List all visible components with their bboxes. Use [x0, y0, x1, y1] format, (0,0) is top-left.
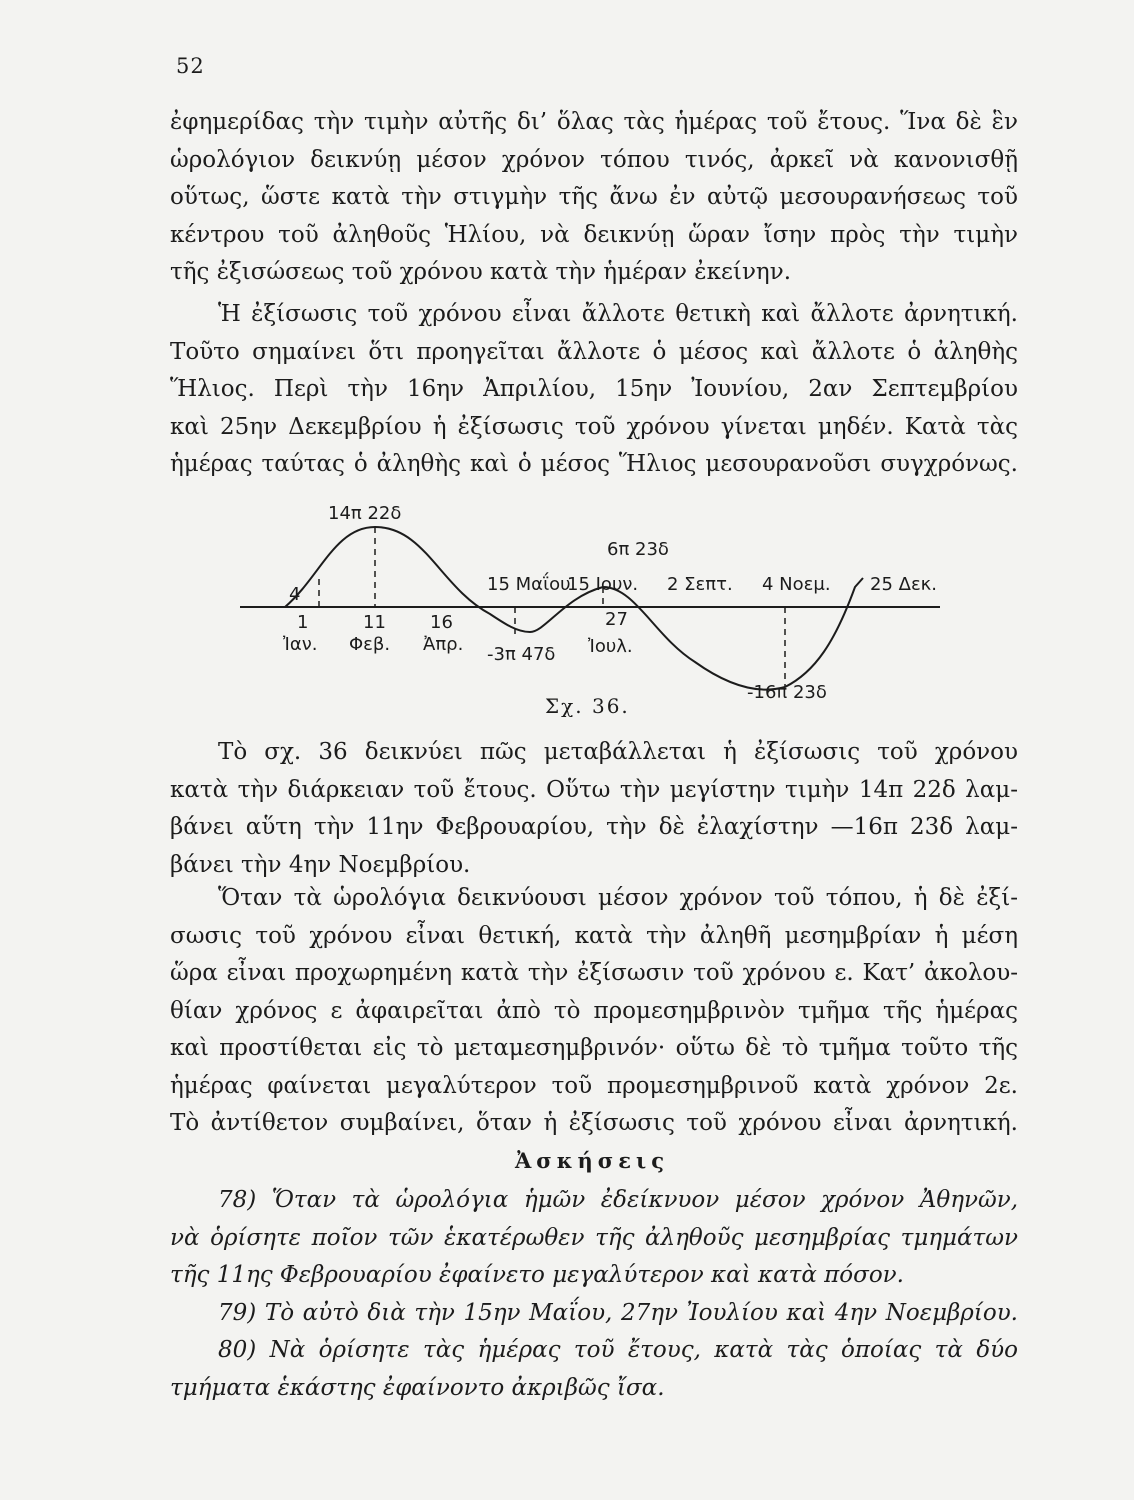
text-line: ὥρα εἶναι προχωρημένη κατὰ τὴν ἐξίσωσιν τοῦ χρόνου ε. Κατ’ ἀκολου- [170, 960, 1018, 986]
label-nov: 4 Νοεμ. [762, 574, 831, 595]
paragraph-3 [170, 734, 1018, 884]
exercises-list [170, 1182, 1018, 1407]
label-local-max: 6π 23δ [607, 539, 669, 560]
paragraph-2 [170, 296, 1018, 484]
tick-jul: 27 [605, 609, 628, 630]
text-line: Ὅταν τὰ ὡρολόγια δεικνύουσι μέσον χρόνον τοῦ τόπου, ἡ δὲ ἐξί- [218, 885, 1018, 911]
text-line: ἡμέρας ταύτας ὁ ἀληθὴς καὶ ὁ μέσος Ἥλιος μεσουρανοῦσι συγχρόνως. [170, 451, 1018, 477]
text-line: Τὸ σχ. 36 δεικνύει πῶς μεταβάλλεται ἡ ἐξίσωσις τοῦ χρόνου [218, 739, 1018, 765]
label-zero-dec: 25 Δεκ. [870, 574, 937, 595]
figure-svg [225, 492, 945, 702]
text-line: τῆς ἐξισώσεως τοῦ χρόνου κατὰ τὴν ἡμέραν ἐκείνην. [170, 259, 791, 285]
figure-caption: Σχ. 36. [545, 694, 630, 718]
text-line: σωσις τοῦ χρόνου εἶναι θετική, κατὰ τὴν ἀληθῆ μεσημβρίαν ἡ μέση [170, 922, 1018, 949]
text-line: Τὸ ἀντίθετον συμβαίνει, ὅταν ἡ ἐξίσωσις τοῦ χρόνου εἶναι ἀρνητική. [170, 1110, 1018, 1136]
text-line: κέντρου τοῦ ἀληθοῦς Ἡλίου, νὰ δεικνύῃ ὥραν ἴσην πρὸς τὴν τιμὴν [170, 221, 1018, 248]
text-line: βάνει τὴν 4ην Νοεμβρίου. [170, 851, 471, 878]
exercise-line: τῆς 11ης Φεβρουαρίου ἐφαίνετο μεγαλύτερον καὶ κατὰ πόσον. [170, 1262, 904, 1288]
text-line: καὶ 25ην Δεκεμβρίου ἡ ἐξίσωσις τοῦ χρόνου γίνεται μηδέν. Κατὰ τὰς [170, 413, 1018, 440]
text-line: θίαν χρόνος ε ἀφαιρεῖται ἀπὸ τὸ προμεσημβρινὸν τμῆμα τῆς ἡμέρας [170, 997, 1018, 1024]
label-max: 14π 22δ [328, 503, 402, 524]
label-origin-mark: 4 [289, 584, 301, 605]
text-line: Τοῦτο σημαίνει ὅτι προηγεῖται ἄλλοτε ὁ μέσος καὶ ἄλλοτε ὁ ἀληθὴς [170, 338, 1018, 365]
text-line: οὕτως, ὥστε κατὰ τὴν στιγμὴν τῆς ἄνω ἐν αὐτῷ μεσουρανήσεως τοῦ [170, 184, 1018, 210]
page-number: 52 [176, 54, 205, 78]
label-min: -16π 23δ [747, 682, 827, 703]
paragraph-1 [170, 104, 1018, 292]
text-line: ὡρολόγιον δεικνύῃ μέσον χρόνον τόπου τινός, ἀρκεῖ νὰ κανονισθῇ [170, 146, 1018, 173]
label-min-local: -3π 47δ [487, 644, 556, 665]
exercises-heading: Ἀσκήσεις [515, 1148, 669, 1173]
text-line: Ἡ ἐξίσωσις τοῦ χρόνου εἶναι ἄλλοτε θετικὴ καὶ ἄλλοτε ἀρνητική. [218, 301, 1018, 327]
text-line: ἐφημερίδας τὴν τιμὴν αὐτῆς δι’ ὅλας τὰς ἡμέρας τοῦ ἔτους. Ἵνα δὲ ἓν [170, 109, 1018, 135]
tick-jan: 1 [297, 612, 309, 633]
exercise-line: νὰ ὁρίσητε ποῖον τῶν ἑκατέρωθεν τῆς ἀληθοῦς μεσημβρίας τμημάτων [170, 1224, 1018, 1251]
exercise-line: 78) Ὅταν τὰ ὡρολόγια ἡμῶν ἐδείκνυον μέσον χρόνον Ἀθηνῶν, [218, 1187, 1018, 1213]
tick-feb-name: Φεβ. [349, 634, 391, 655]
text-line: ἡμέρας φαίνεται μεγαλύτερον τοῦ προμεσημβρινοῦ κατὰ χρόνον 2ε. [170, 1072, 1018, 1099]
tick-jul-name: Ἰουλ. [588, 636, 633, 657]
text-line: Ἥλιος. Περὶ τὴν 16ην Ἀπριλίου, 15ην Ἰουνίου, 2αν Σεπτεμβρίου [170, 376, 1018, 402]
label-zero-jun: 15 Ιουν. [567, 574, 639, 595]
label-zero-may: 15 Μαΐου [487, 574, 571, 595]
label-zero-sep: 2 Σεπτ. [667, 574, 733, 595]
equation-curve [285, 527, 863, 690]
text-line: καὶ προστίθεται εἰς τὸ μεταμεσημβρινόν· οὕτω δὲ τὸ τμῆμα τοῦτο τῆς [170, 1035, 1018, 1061]
text-line: βάνει αὕτη τὴν 11ην Φεβρουαρίου, τὴν δὲ ἐλαχίστην —16π 23δ λαμ- [170, 814, 1018, 840]
exercise-line: τμήματα ἑκάστης ἐφαίνοντο ἀκριβῶς ἴσα. [170, 1374, 665, 1401]
exercise-line: 80) Νὰ ὁρίσητε τὰς ἡμέρας τοῦ ἔτους, κατὰ τὰς ὁποίας τὰ δύο [218, 1337, 1018, 1363]
tick-jan-name: Ἰαν. [283, 634, 318, 655]
exercise-line: 79) Τὸ αὐτὸ διὰ τὴν 15ην Μαΐου, 27ην Ἰουλίου καὶ 4ην Νοεμβρίου. [218, 1299, 1018, 1326]
tick-apr: 16 [430, 612, 453, 633]
paragraph-4 [170, 880, 1018, 1143]
text-line: κατὰ τὴν διάρκειαν τοῦ ἔτους. Οὕτω τὴν μεγίστην τιμὴν 14π 22δ λαμ- [170, 776, 1018, 803]
tick-feb: 11 [363, 612, 386, 633]
tick-apr-name: Ἀπρ. [423, 634, 464, 655]
